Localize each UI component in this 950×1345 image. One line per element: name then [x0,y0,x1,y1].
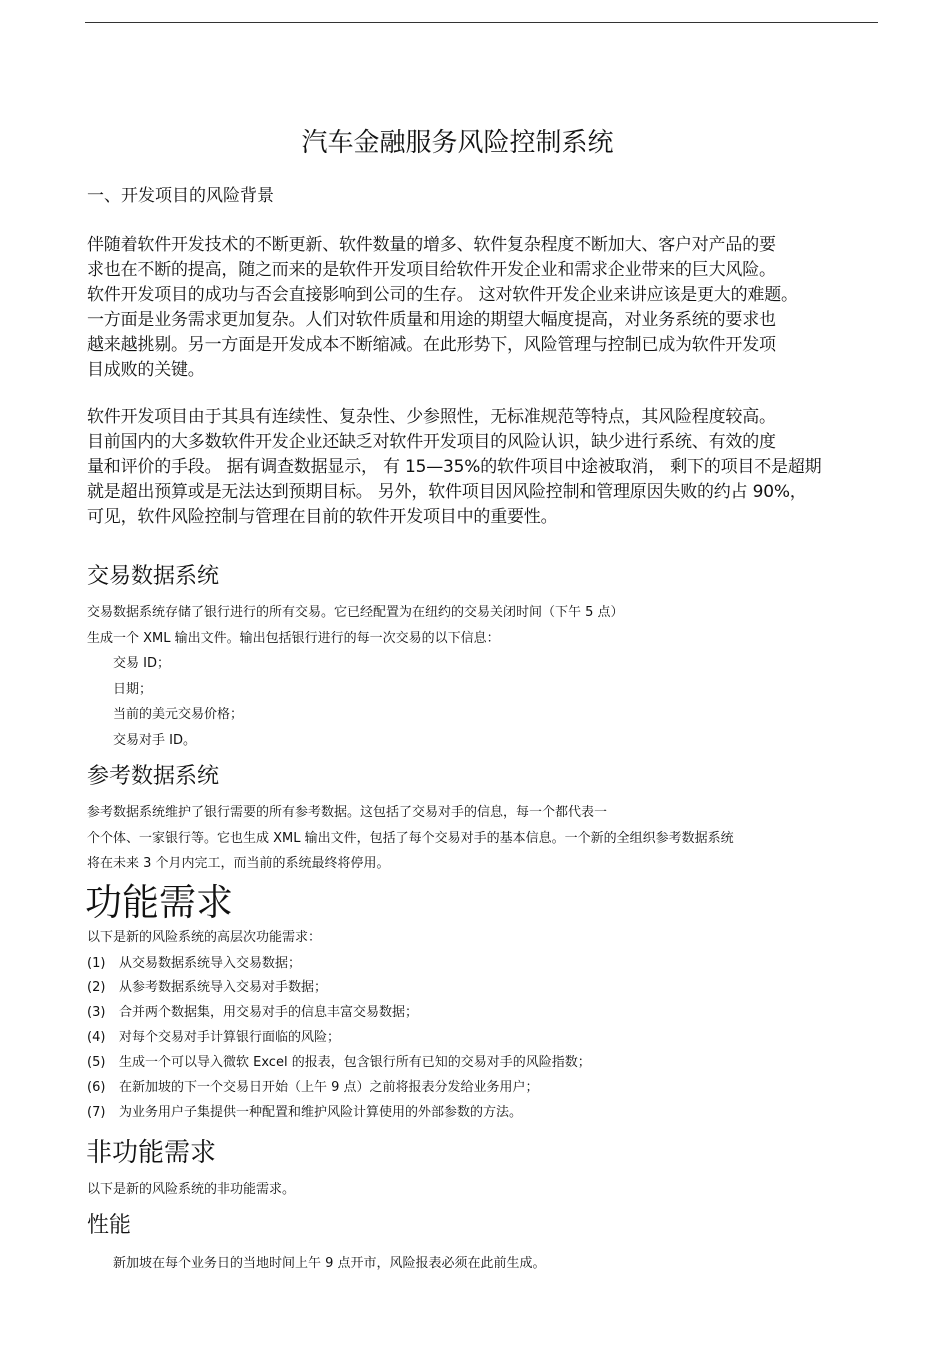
body-line: 个个体、一家银行等。它也生成 XML 输出文件，包括了每个交易对手的基本信息。一个新的全组织参考数据系统 [87,831,734,846]
paragraph-line: 目前国内的大多数软件开发企业还缺乏对软件开发项目的风险认识，缺少进行系统、有效的度 [87,432,776,452]
list-item: 从交易数据系统导入交易数据； [119,956,302,971]
paragraph-line: 目成败的关键。 [87,360,205,380]
paragraph-line: 求也在不断的提高，随之而来的是软件开发项目给软件开发企业和需求企业带来的巨大风险。 [87,260,776,280]
heading-reference-data-system: 参考数据系统 [87,764,220,789]
list-number: (7) [87,1105,106,1120]
heading-functional-requirements: 功能需求 [85,881,233,924]
list-item: 当前的美元交易价格； [113,707,244,722]
list-item: 从参考数据系统导入交易对手数据； [119,980,328,995]
heading-performance: 性能 [87,1213,132,1238]
list-number: (1) [87,956,106,971]
body-line: 以下是新的风险系统的非功能需求。 [87,1182,296,1197]
list-item: 为业务用户子集提供一种配置和维护风险计算使用的外部参数的方法。 [119,1105,523,1120]
heading-trade-data-system: 交易数据系统 [87,564,220,589]
body-line: 参考数据系统维护了银行需要的所有参考数据。这包括了交易对手的信息，每一个都代表一 [87,805,608,820]
section-heading-risk-background: 一、开发项目的风险背景 [87,186,274,206]
list-number: (6) [87,1080,106,1095]
list-item: 对每个交易对手计算银行面临的风险； [119,1030,341,1045]
body-line: 新加坡在每个业务日的当地时间上午 9 点开市，风险报表必须在此前生成。 [113,1256,546,1271]
list-number: (4) [87,1030,106,1045]
paragraph-line: 软件开发项目的成功与否会直接影响到公司的生存。 这对软件开发企业来讲应该是更大的难题。 [87,285,798,305]
paragraph-line: 一方面是业务需求更加复杂。人们对软件质量和用途的期望大幅度提高，对业务系统的要求也 [87,310,776,330]
list-number: (5) [87,1055,106,1070]
body-line: 交易数据系统存储了银行进行的所有交易。它已经配置为在纽约的交易关闭时间（下午 5 点） [87,605,624,620]
paragraph-line: 就是超出预算或是无法达到预期目标。 另外，软件项目因风险控制和管理原因失败的约占 90%， [87,482,807,502]
list-item: 交易 ID； [113,656,170,671]
list-item: 生成一个可以导入微软 Excel 的报表，包含银行所有已知的交易对手的风险指数； [119,1055,591,1070]
list-number: (3) [87,1005,106,1020]
body-line: 以下是新的风险系统的高层次功能需求： [87,930,322,945]
paragraph-line: 伴随着软件开发技术的不断更新、软件数量的增多、软件复杂程度不断加大、客户对产品的要 [87,235,776,255]
document-title: 汽车金融服务风险控制系统 [301,128,614,158]
list-number: (2) [87,980,106,995]
list-item: 合并两个数据集，用交易对手的信息丰富交易数据； [119,1005,419,1020]
header-rule [85,22,878,23]
paragraph-line: 可见，软件风险控制与管理在目前的软件开发项目中的重要性。 [87,507,558,527]
body-line: 生成一个 XML 输出文件。输出包括银行进行的每一次交易的以下信息： [87,631,500,646]
body-line: 将在未来 3 个月内完工，而当前的系统最终将停用。 [87,856,390,871]
list-item: 在新加坡的下一个交易日开始（上午 9 点）之前将报表分发给业务用户； [119,1080,539,1095]
paragraph-line: 软件开发项目由于其具有连续性、复杂性、少参照性，无标准规范等特点，其风险程度较高。 [87,407,776,427]
heading-nonfunctional-requirements: 非功能需求 [86,1138,217,1168]
paragraph-line: 量和评价的手段。 据有调查数据显示， 有 15—35%的软件项目中途被取消， 剩下的项目不是超期 [87,457,822,477]
list-item: 交易对手 ID。 [113,733,196,748]
paragraph-line: 越来越挑剔。另一方面是开发成本不断缩减。在此形势下，风险管理与控制已成为软件开发项 [87,335,776,355]
list-item: 日期； [113,682,153,697]
